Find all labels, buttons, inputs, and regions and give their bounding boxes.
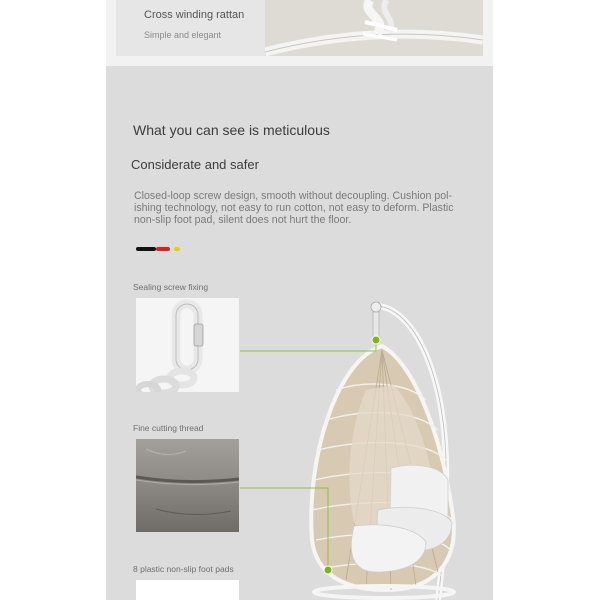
callout-dot-screw (372, 336, 380, 344)
rattan-subtitle: Simple and elegant (144, 30, 222, 40)
detail-description: Closed-loop screw design, smooth without decoupling. Cushion pol-ishing technology, not easy to run cotton, not easy to deform. Plastic non-slip foot pad, silent does not hurt the floor. (134, 190, 454, 226)
detail-heading: What you can see is meticulous (133, 122, 330, 138)
callout-line-thread (240, 488, 328, 570)
feature-caption-pads: 8 plastic non-slip foot pads (133, 564, 234, 574)
feature-caption-screw: Sealing screw fixing (133, 282, 209, 292)
detail-subheading: Considerate and safer (131, 157, 259, 172)
detail-page-strip (106, 0, 493, 600)
callout-lines (106, 0, 493, 600)
rattan-title: Cross winding rattan (144, 9, 245, 21)
feature-caption-thread: Fine cutting thread (133, 423, 204, 433)
callout-dot-thread (324, 566, 332, 574)
